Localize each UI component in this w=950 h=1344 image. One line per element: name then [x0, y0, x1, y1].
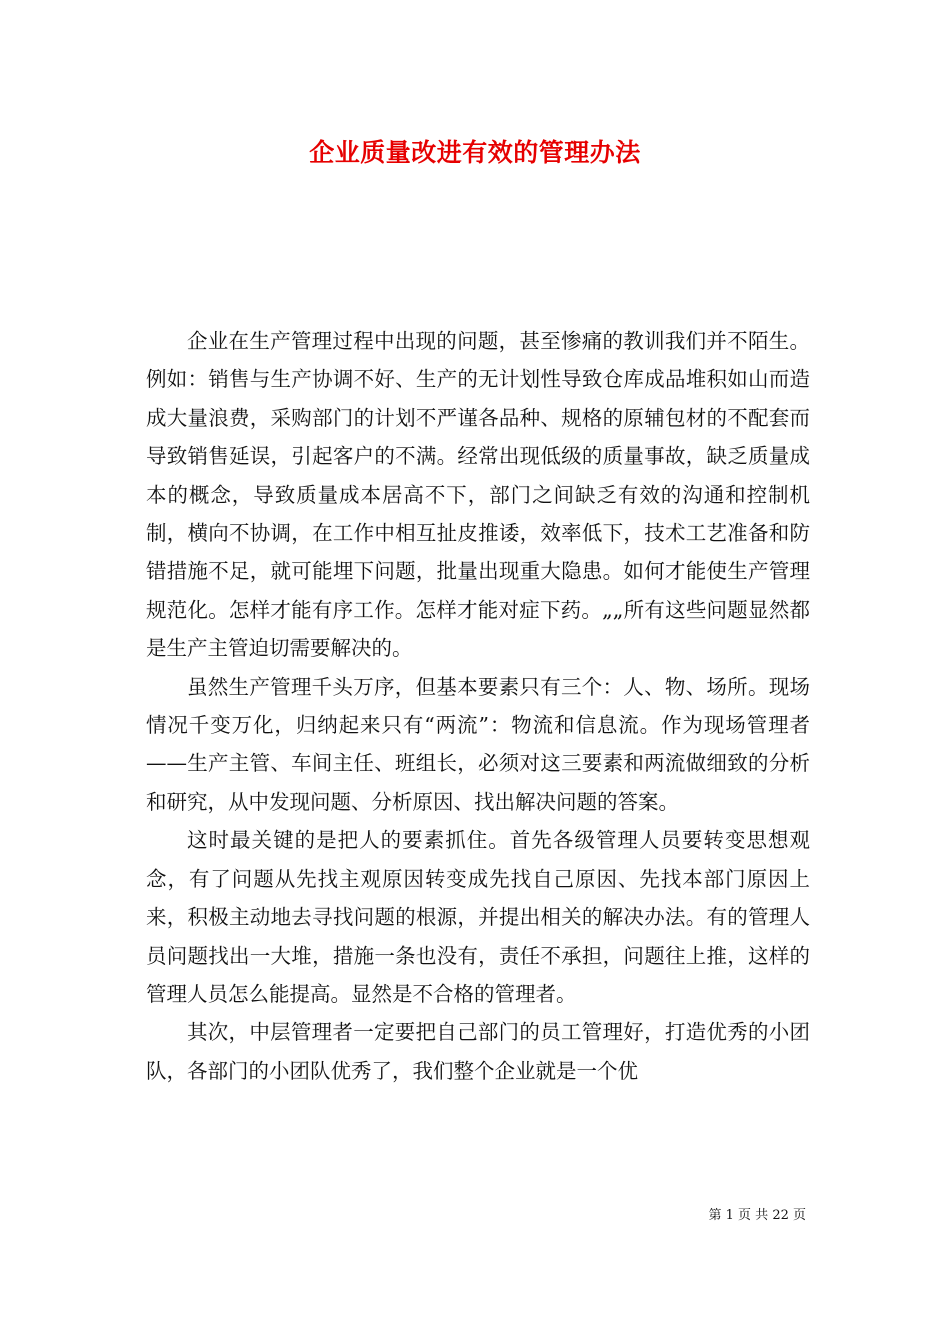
document-body: [146, 322, 810, 1090]
document-title: 企业质量改进有效的管理办法: [309, 138, 641, 167]
page-number-footer: 第 1 页 共 22 页: [708, 1208, 806, 1223]
paragraph-2: 虽然生产管理千头万序，但基本要素只有三个：人、物、场所。现场情况千变万化，归纳起来只有“两流”：物流和信息流。作为现场管理者——生产主管、车间主任、班组长，必须对这三要素和两流做细致的分析和研究，从中发现问题、分析原因、找出解决问题的答案。: [146, 674, 810, 814]
paragraph-1: 企业在生产管理过程中出现的问题，甚至惨痛的教训我们并不陌生。例如：销售与生产协调不好、生产的无计划性导致仓库成品堆积如山而造成大量浪费，采购部门的计划不严谨各品种、规格的原辅包材的不配套而导致销售延误，引起客户的不满。经常出现低级的质量事故，缺乏质量成本的概念，导致质量成本居高不下，部门之间缺乏有效的沟通和控制机制，横向不协调，在工作中相互扯皮推诿，效率低下，技术工艺准备和防错措施不足，就可能埋下问题，批量出现重大隐患。如何才能使生产管理规范化。怎样才能有序工作。怎样才能对症下药。„„所有这些问题显然都是生产主管迫切需要解决的。: [146, 329, 810, 661]
paragraph-4: 其次，中层管理者一定要把自己部门的员工管理好，打造优秀的小团队，各部门的小团队优秀了，我们整个企业就是一个优: [146, 1020, 810, 1083]
paragraph-3: 这时最关键的是把人的要素抓住。首先各级管理人员要转变思想观念，有了问题从先找主观原因转变成先找自己原因、先找本部门原因上来，积极主动地去寻找问题的根源，并提出相关的解决办法。有的管理人员问题找出一大堆，措施一条也没有，责任不承担，问题往上推，这样的管理人员怎么能提高。显然是不合格的管理者。: [146, 828, 810, 1006]
